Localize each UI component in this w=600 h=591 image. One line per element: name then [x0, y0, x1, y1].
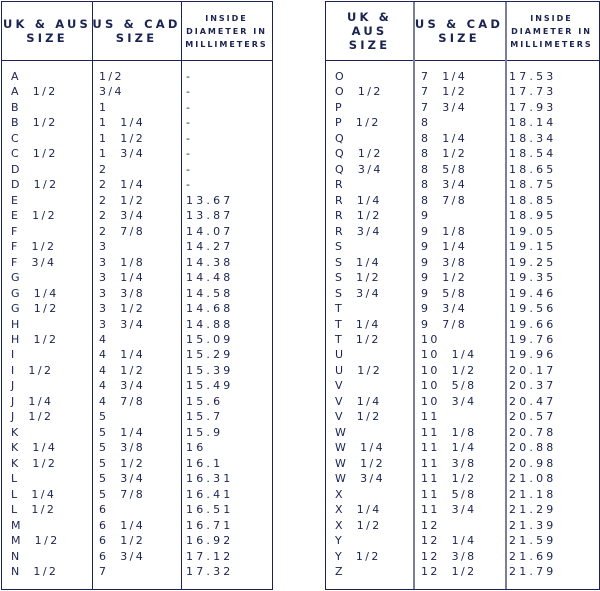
uk-aus-size-cell: J 1/4 — [11, 394, 54, 408]
table-row — [326, 456, 599, 471]
table-row — [2, 286, 272, 301]
us-cad-size-cell: 3 1/8 — [99, 255, 146, 269]
diameter-mm-cell: 19.35 — [509, 271, 557, 285]
header-line: SIZE — [115, 31, 158, 45]
us-cad-size-cell: 5 3/4 — [99, 472, 146, 486]
uk-aus-size-cell: S 1/2 — [335, 271, 382, 285]
uk-aus-size-cell: T 1/4 — [335, 317, 381, 331]
us-cad-size-cell: 8 1/4 — [421, 131, 468, 145]
us-cad-size-cell: 6 1/4 — [99, 518, 146, 532]
diameter-mm-cell: 15.29 — [186, 348, 234, 362]
us-cad-size-cell: 9 3/4 — [421, 302, 468, 316]
uk-aus-size-cell: L — [11, 472, 20, 486]
uk-aus-size-cell: G 1/2 — [11, 302, 59, 316]
diameter-mm-cell: - — [186, 178, 194, 192]
diameter-mm-cell: 20.17 — [509, 363, 557, 377]
diameter-mm-cell: 15.49 — [186, 379, 234, 393]
uk-aus-size-cell: D 1/2 — [11, 178, 59, 192]
diameter-mm-cell: 21.79 — [509, 565, 557, 579]
diameter-mm-cell: 14.38 — [186, 255, 234, 269]
table-row — [2, 363, 272, 378]
diameter-mm-cell: 17.73 — [509, 85, 557, 99]
diameter-mm-cell: 21.59 — [509, 534, 557, 548]
us-cad-size-cell: 9 1/2 — [421, 271, 468, 285]
uk-aus-size-cell: C — [11, 131, 22, 145]
uk-aus-size-cell: K 1/2 — [11, 456, 58, 470]
table-row — [326, 224, 599, 239]
table-row — [326, 177, 599, 192]
table-row — [326, 425, 599, 440]
diameter-mm-cell: 16.31 — [186, 472, 234, 486]
diameter-mm-cell: 21.69 — [509, 549, 557, 563]
uk-aus-size-cell: C 1/2 — [11, 147, 58, 161]
us-cad-size-cell: 5 3/8 — [99, 441, 146, 455]
diameter-mm-cell: 17.93 — [509, 100, 557, 114]
uk-aus-size-cell: T — [335, 302, 345, 316]
header-inside-diameter — [181, 2, 272, 60]
table-row — [2, 162, 272, 177]
uk-aus-size-cell: P — [335, 100, 345, 114]
us-cad-size-cell: 10 — [421, 332, 440, 346]
diameter-mm-cell: 18.95 — [509, 209, 557, 223]
us-cad-size-cell: 10 1/4 — [421, 348, 477, 362]
table-row — [2, 193, 272, 208]
header-us-cad-size — [92, 2, 181, 60]
diameter-mm-cell: 19.15 — [509, 240, 557, 254]
uk-aus-size-cell: M 1/2 — [11, 534, 60, 548]
us-cad-size-cell: 9 5/8 — [421, 286, 468, 300]
table-row — [326, 270, 599, 285]
diameter-mm-cell: 14.88 — [186, 317, 234, 331]
table-row — [326, 487, 599, 502]
uk-aus-size-cell: F — [11, 224, 20, 238]
us-cad-size-cell: 12 3/8 — [421, 549, 477, 563]
uk-aus-size-cell: W 1/2 — [335, 456, 385, 470]
diameter-mm-cell: 16.41 — [186, 487, 234, 501]
table-row — [326, 301, 599, 316]
table-row — [2, 425, 272, 440]
us-cad-size-cell: 4 1/2 — [99, 363, 146, 377]
diameter-mm-cell: 19.76 — [509, 332, 557, 346]
diameter-mm-cell: 15.39 — [186, 363, 234, 377]
ring-size-table-left — [1, 1, 273, 590]
diameter-mm-cell: 15.09 — [186, 332, 234, 346]
us-cad-size-cell: 1/2 — [99, 70, 124, 83]
uk-aus-size-cell: Q 3/4 — [335, 162, 383, 176]
diameter-mm-cell: 14.27 — [186, 240, 234, 254]
table-row — [2, 409, 272, 424]
us-cad-size-cell: 3 1/4 — [99, 271, 146, 285]
table-row — [326, 239, 599, 254]
uk-aus-size-cell: T 1/2 — [335, 332, 381, 346]
table-row — [326, 363, 599, 378]
table-row — [326, 255, 599, 270]
diameter-mm-cell: 19.66 — [509, 317, 557, 331]
table-header — [2, 2, 272, 61]
us-cad-size-cell: 7 1/2 — [421, 85, 468, 99]
diameter-mm-cell: 13.67 — [186, 193, 234, 207]
diameter-mm-cell: 16 — [186, 441, 207, 455]
uk-aus-size-cell: R — [335, 178, 346, 192]
us-cad-size-cell: 12 — [421, 518, 440, 532]
table-row — [2, 471, 272, 486]
table-row — [2, 301, 272, 316]
uk-aus-size-cell: Q 1/2 — [335, 147, 383, 161]
uk-aus-size-cell: U — [335, 348, 346, 362]
table-row — [326, 100, 599, 115]
uk-aus-size-cell: L 1/2 — [11, 503, 57, 517]
diameter-mm-cell: 20.78 — [509, 425, 557, 439]
uk-aus-size-cell: X 1/4 — [335, 503, 382, 517]
table-row — [2, 518, 272, 533]
us-cad-size-cell: 2 7/8 — [99, 224, 146, 238]
table-row — [326, 193, 599, 208]
diameter-mm-cell: 19.96 — [509, 348, 557, 362]
uk-aus-size-cell: I 1/2 — [11, 363, 54, 377]
table-row — [2, 84, 272, 99]
us-cad-size-cell: 9 3/8 — [421, 255, 468, 269]
diameter-mm-cell: 18.65 — [509, 162, 557, 176]
header-line: SIZE — [348, 38, 391, 52]
us-cad-size-cell: 11 1/2 — [421, 472, 477, 486]
us-cad-size-cell: 8 7/8 — [421, 193, 468, 207]
us-cad-size-cell: 10 5/8 — [421, 379, 477, 393]
table-row — [2, 502, 272, 517]
diameter-mm-cell: 21.29 — [509, 503, 557, 517]
uk-aus-size-cell: N — [11, 549, 22, 563]
us-cad-size-cell: 3 3/4 — [99, 317, 146, 331]
table-row — [2, 317, 272, 332]
table-row — [2, 270, 272, 285]
table-row — [2, 177, 272, 192]
table-row — [326, 115, 599, 130]
us-cad-size-cell: 8 3/4 — [421, 178, 468, 192]
diameter-mm-cell: 21.39 — [509, 518, 557, 532]
us-cad-size-cell: 1 3/4 — [99, 147, 146, 161]
table-row — [2, 100, 272, 115]
uk-aus-size-cell: O — [335, 70, 347, 83]
table-row — [2, 456, 272, 471]
header-line: INSIDE — [205, 13, 248, 23]
us-cad-size-cell: 4 7/8 — [99, 394, 146, 408]
table-row — [2, 115, 272, 130]
uk-aus-size-cell: K 1/4 — [11, 441, 58, 455]
us-cad-size-cell: 2 3/4 — [99, 209, 146, 223]
table-row — [2, 440, 272, 455]
table-row — [326, 208, 599, 223]
us-cad-size-cell: 2 1/2 — [99, 193, 146, 207]
diameter-mm-cell: 18.75 — [509, 178, 557, 192]
table-row — [2, 533, 272, 548]
header-us-cad-size — [413, 2, 505, 60]
uk-aus-size-cell: B — [11, 100, 21, 114]
table-row — [326, 347, 599, 362]
uk-aus-size-cell: Y — [335, 534, 345, 548]
us-cad-size-cell: 12 1/4 — [421, 534, 477, 548]
diameter-mm-cell: - — [186, 70, 194, 83]
uk-aus-size-cell: R 1/2 — [335, 209, 382, 223]
diameter-mm-cell: 16.1 — [186, 456, 224, 470]
uk-aus-size-cell: E 1/2 — [11, 209, 58, 223]
table-row — [326, 440, 599, 455]
table-row — [326, 394, 599, 409]
uk-aus-size-cell: W 1/4 — [335, 441, 385, 455]
diameter-mm-cell: 15.7 — [186, 410, 224, 424]
us-cad-size-cell: 3 — [99, 240, 109, 254]
diameter-mm-cell: 17.32 — [186, 565, 234, 579]
uk-aus-size-cell: J — [11, 379, 17, 393]
us-cad-size-cell: 3 3/8 — [99, 286, 146, 300]
table-row — [326, 286, 599, 301]
table-row — [2, 224, 272, 239]
table-row — [326, 131, 599, 146]
diameter-mm-cell: 18.14 — [509, 116, 557, 130]
table-row — [326, 564, 599, 579]
uk-aus-size-cell: L 1/4 — [11, 487, 57, 501]
diameter-mm-cell: 14.58 — [186, 286, 234, 300]
diameter-mm-cell: - — [186, 162, 194, 176]
table-row — [326, 409, 599, 424]
table-row — [2, 146, 272, 161]
us-cad-size-cell: 5 — [99, 410, 109, 424]
us-cad-size-cell: 2 — [99, 162, 109, 176]
diameter-mm-cell: 15.6 — [186, 394, 224, 408]
uk-aus-size-cell: N 1/2 — [11, 565, 59, 579]
uk-aus-size-cell: S 3/4 — [335, 286, 382, 300]
uk-aus-size-cell: G 1/4 — [11, 286, 59, 300]
us-cad-size-cell: 4 1/4 — [99, 348, 146, 362]
table-row — [326, 146, 599, 161]
us-cad-size-cell: 11 3/4 — [421, 503, 477, 517]
table-row — [326, 502, 599, 517]
uk-aus-size-cell: A 1/2 — [11, 85, 58, 99]
table-row — [2, 208, 272, 223]
us-cad-size-cell: 5 1/4 — [99, 425, 146, 439]
diameter-mm-cell: 20.37 — [509, 379, 557, 393]
uk-aus-size-cell: S 1/4 — [335, 255, 382, 269]
table-row — [326, 162, 599, 177]
uk-aus-size-cell: I — [11, 348, 17, 362]
us-cad-size-cell: 10 1/2 — [421, 363, 477, 377]
us-cad-size-cell: 7 3/4 — [421, 100, 468, 114]
us-cad-size-cell: 11 1/8 — [421, 425, 477, 439]
uk-aus-size-cell: G — [11, 271, 22, 285]
uk-aus-size-cell: V — [335, 379, 345, 393]
us-cad-size-cell: 1 1/4 — [99, 116, 146, 130]
header-line: SIZE — [26, 31, 68, 45]
table-row — [2, 239, 272, 254]
header-line: SIZE — [438, 31, 480, 45]
uk-aus-size-cell: Z — [335, 565, 345, 579]
table-row — [326, 84, 599, 99]
diameter-mm-cell: 14.48 — [186, 271, 234, 285]
us-cad-size-cell: 11 1/4 — [421, 441, 477, 455]
uk-aus-size-cell: H — [11, 317, 22, 331]
us-cad-size-cell: 12 1/2 — [421, 565, 477, 579]
header-line: INSIDE — [530, 13, 573, 23]
uk-aus-size-cell: A — [11, 70, 21, 83]
us-cad-size-cell: 7 — [99, 565, 109, 579]
header-uk-aus-size — [2, 2, 92, 60]
us-cad-size-cell: 7 1/4 — [421, 70, 468, 83]
diameter-mm-cell: 19.25 — [509, 255, 557, 269]
diameter-mm-cell: - — [186, 85, 194, 99]
us-cad-size-cell: 6 3/4 — [99, 549, 146, 563]
us-cad-size-cell: 8 — [421, 116, 431, 130]
uk-aus-size-cell: Q — [335, 131, 347, 145]
diameter-mm-cell: 18.34 — [509, 131, 557, 145]
us-cad-size-cell: 8 5/8 — [421, 162, 468, 176]
uk-aus-size-cell: D — [11, 162, 22, 176]
header-line: MILLIMETERS — [510, 39, 593, 49]
diameter-mm-cell: 19.56 — [509, 302, 557, 316]
uk-aus-size-cell: M — [11, 518, 23, 532]
uk-aus-size-cell: R 3/4 — [335, 224, 382, 238]
table-row — [2, 549, 272, 564]
us-cad-size-cell: 11 — [421, 410, 440, 424]
diameter-mm-cell: 14.68 — [186, 302, 234, 316]
header-line: DIAMETER IN — [511, 26, 592, 36]
diameter-mm-cell: - — [186, 147, 194, 161]
us-cad-size-cell: 9 1/4 — [421, 240, 468, 254]
uk-aus-size-cell: X — [335, 487, 345, 501]
header-inside-diameter — [505, 2, 598, 60]
table-row — [2, 487, 272, 502]
us-cad-size-cell: 6 — [99, 503, 109, 517]
us-cad-size-cell: 9 — [421, 209, 431, 223]
diameter-mm-cell: 21.18 — [509, 487, 557, 501]
table-row — [326, 549, 599, 564]
uk-aus-size-cell: V 1/2 — [335, 410, 382, 424]
uk-aus-size-cell: F 3/4 — [11, 255, 57, 269]
table-row — [2, 69, 272, 84]
diameter-mm-cell: 16.71 — [186, 518, 234, 532]
table-row — [326, 69, 599, 84]
header-uk-aus-size — [326, 2, 413, 60]
diameter-mm-cell: 15.9 — [186, 425, 224, 439]
us-cad-size-cell: 5 1/2 — [99, 456, 146, 470]
uk-aus-size-cell: B 1/2 — [11, 116, 58, 130]
table-row — [2, 564, 272, 579]
header-line: MILLIMETERS — [185, 39, 268, 49]
uk-aus-size-cell: S — [335, 240, 345, 254]
us-cad-size-cell: 8 1/2 — [421, 147, 468, 161]
uk-aus-size-cell: V 1/4 — [335, 394, 382, 408]
uk-aus-size-cell: H 1/2 — [11, 332, 59, 346]
us-cad-size-cell: 3/4 — [99, 85, 124, 99]
diameter-mm-cell: - — [186, 131, 194, 145]
us-cad-size-cell: 5 7/8 — [99, 487, 146, 501]
table-row — [326, 533, 599, 548]
us-cad-size-cell: 2 1/4 — [99, 178, 146, 192]
table-row — [2, 131, 272, 146]
diameter-mm-cell: 18.54 — [509, 147, 557, 161]
us-cad-size-cell: 4 — [99, 332, 109, 346]
table-row — [326, 332, 599, 347]
diameter-mm-cell: 17.12 — [186, 549, 234, 563]
table-row — [326, 471, 599, 486]
table-row — [2, 394, 272, 409]
diameter-mm-cell: 21.08 — [509, 472, 557, 486]
diameter-mm-cell: 20.47 — [509, 394, 557, 408]
diameter-mm-cell: 14.07 — [186, 224, 234, 238]
us-cad-size-cell: 11 3/8 — [421, 456, 477, 470]
uk-aus-size-cell: X 1/2 — [335, 518, 382, 532]
us-cad-size-cell: 1 — [99, 100, 109, 114]
diameter-mm-cell: - — [186, 116, 194, 130]
header-line: UK & AUS — [346, 10, 393, 38]
diameter-mm-cell: 17.53 — [509, 70, 557, 83]
diameter-mm-cell: 19.46 — [509, 286, 557, 300]
diameter-mm-cell: - — [186, 100, 194, 114]
header-line: DIAMETER IN — [186, 26, 267, 36]
uk-aus-size-cell: R 1/4 — [335, 193, 382, 207]
diameter-mm-cell: 20.88 — [509, 441, 557, 455]
ring-size-table-right — [325, 1, 600, 590]
us-cad-size-cell: 1 1/2 — [99, 131, 146, 145]
us-cad-size-cell: 9 7/8 — [421, 317, 468, 331]
uk-aus-size-cell: U 1/2 — [335, 363, 383, 377]
header-line: US & CAD — [414, 17, 504, 31]
uk-aus-size-cell: E — [11, 193, 21, 207]
uk-aus-size-cell: W — [335, 425, 349, 439]
table-row — [326, 378, 599, 393]
diameter-mm-cell: 16.92 — [186, 534, 234, 548]
header-line: UK & AUS — [2, 17, 92, 31]
us-cad-size-cell: 9 1/8 — [421, 224, 468, 238]
uk-aus-size-cell: K — [11, 425, 21, 439]
uk-aus-size-cell: W 3/4 — [335, 472, 385, 486]
uk-aus-size-cell: P 1/2 — [335, 116, 381, 130]
diameter-mm-cell: 18.85 — [509, 193, 557, 207]
us-cad-size-cell: 3 1/2 — [99, 302, 146, 316]
diameter-mm-cell: 20.98 — [509, 456, 557, 470]
table-header — [326, 2, 599, 61]
table-row — [2, 378, 272, 393]
header-line: US & CAD — [92, 17, 181, 31]
diameter-mm-cell: 16.51 — [186, 503, 234, 517]
us-cad-size-cell: 10 3/4 — [421, 394, 477, 408]
us-cad-size-cell: 4 3/4 — [99, 379, 146, 393]
uk-aus-size-cell: Y 1/2 — [335, 549, 381, 563]
uk-aus-size-cell: J 1/2 — [11, 410, 54, 424]
diameter-mm-cell: 19.05 — [509, 224, 557, 238]
us-cad-size-cell: 11 5/8 — [421, 487, 477, 501]
table-row — [2, 332, 272, 347]
table-row — [2, 255, 272, 270]
table-row — [2, 347, 272, 362]
uk-aus-size-cell: F 1/2 — [11, 240, 57, 254]
diameter-mm-cell: 13.87 — [186, 209, 234, 223]
diameter-mm-cell: 20.57 — [509, 410, 557, 424]
us-cad-size-cell: 6 1/2 — [99, 534, 146, 548]
table-row — [326, 317, 599, 332]
table-row — [326, 518, 599, 533]
uk-aus-size-cell: O 1/2 — [335, 85, 383, 99]
